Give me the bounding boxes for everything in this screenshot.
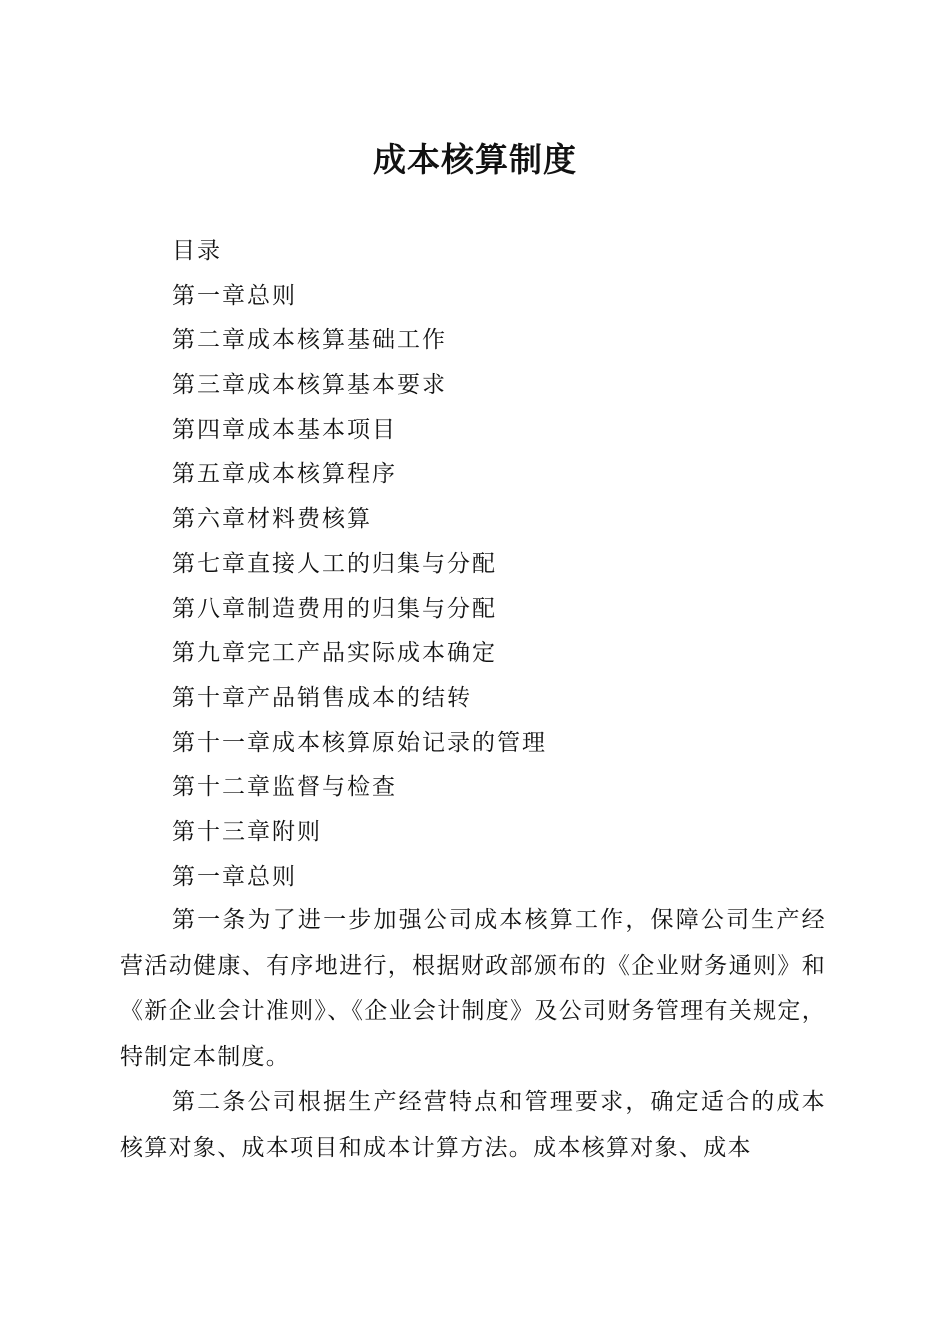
toc-item-chapter-3: 第三章成本核算基本要求 bbox=[172, 372, 447, 399]
toc-item-chapter-8: 第八章制造费用的归集与分配 bbox=[172, 595, 497, 622]
toc-item-chapter-13: 第十三章附则 bbox=[172, 818, 322, 845]
toc-item-chapter-6: 第六章材料费核算 bbox=[172, 506, 372, 533]
toc-item-chapter-5: 第五章成本核算程序 bbox=[172, 461, 397, 488]
toc-item-chapter-12: 第十二章监督与检查 bbox=[172, 774, 397, 801]
toc-item-chapter-11: 第十一章成本核算原始记录的管理 bbox=[172, 729, 547, 756]
paragraph-article-1: 第一条为了进一步加强公司成本核算工作，保障公司生产经营活动健康、有序地进行，根据财政部颁布的《企业财务通则》和《新企业会计准则》、《企业会计制度》及公司财务管理有关规定，特制定本制度。 bbox=[120, 907, 826, 1070]
section-heading: 第一章总则 bbox=[172, 863, 297, 890]
body-text bbox=[120, 898, 826, 1171]
document-title: 成本核算制度 bbox=[373, 140, 577, 179]
toc-item-chapter-7: 第七章直接人工的归集与分配 bbox=[172, 550, 497, 577]
toc-item-chapter-2: 第二章成本核算基础工作 bbox=[172, 327, 447, 354]
toc-item-chapter-1: 第一章总则 bbox=[172, 282, 297, 309]
toc-item-chapter-9: 第九章完工产品实际成本确定 bbox=[172, 640, 497, 667]
toc-item-chapter-10: 第十章产品销售成本的结转 bbox=[172, 684, 472, 711]
toc-heading: 目录 bbox=[172, 238, 222, 264]
paragraph-article-2: 第二条公司根据生产经营特点和管理要求，确定适合的成本核算对象、成本项目和成本计算方法。成本核算对象、成本 bbox=[120, 1089, 826, 1161]
table-of-contents bbox=[172, 229, 872, 899]
toc-item-chapter-4: 第四章成本基本项目 bbox=[172, 416, 397, 443]
